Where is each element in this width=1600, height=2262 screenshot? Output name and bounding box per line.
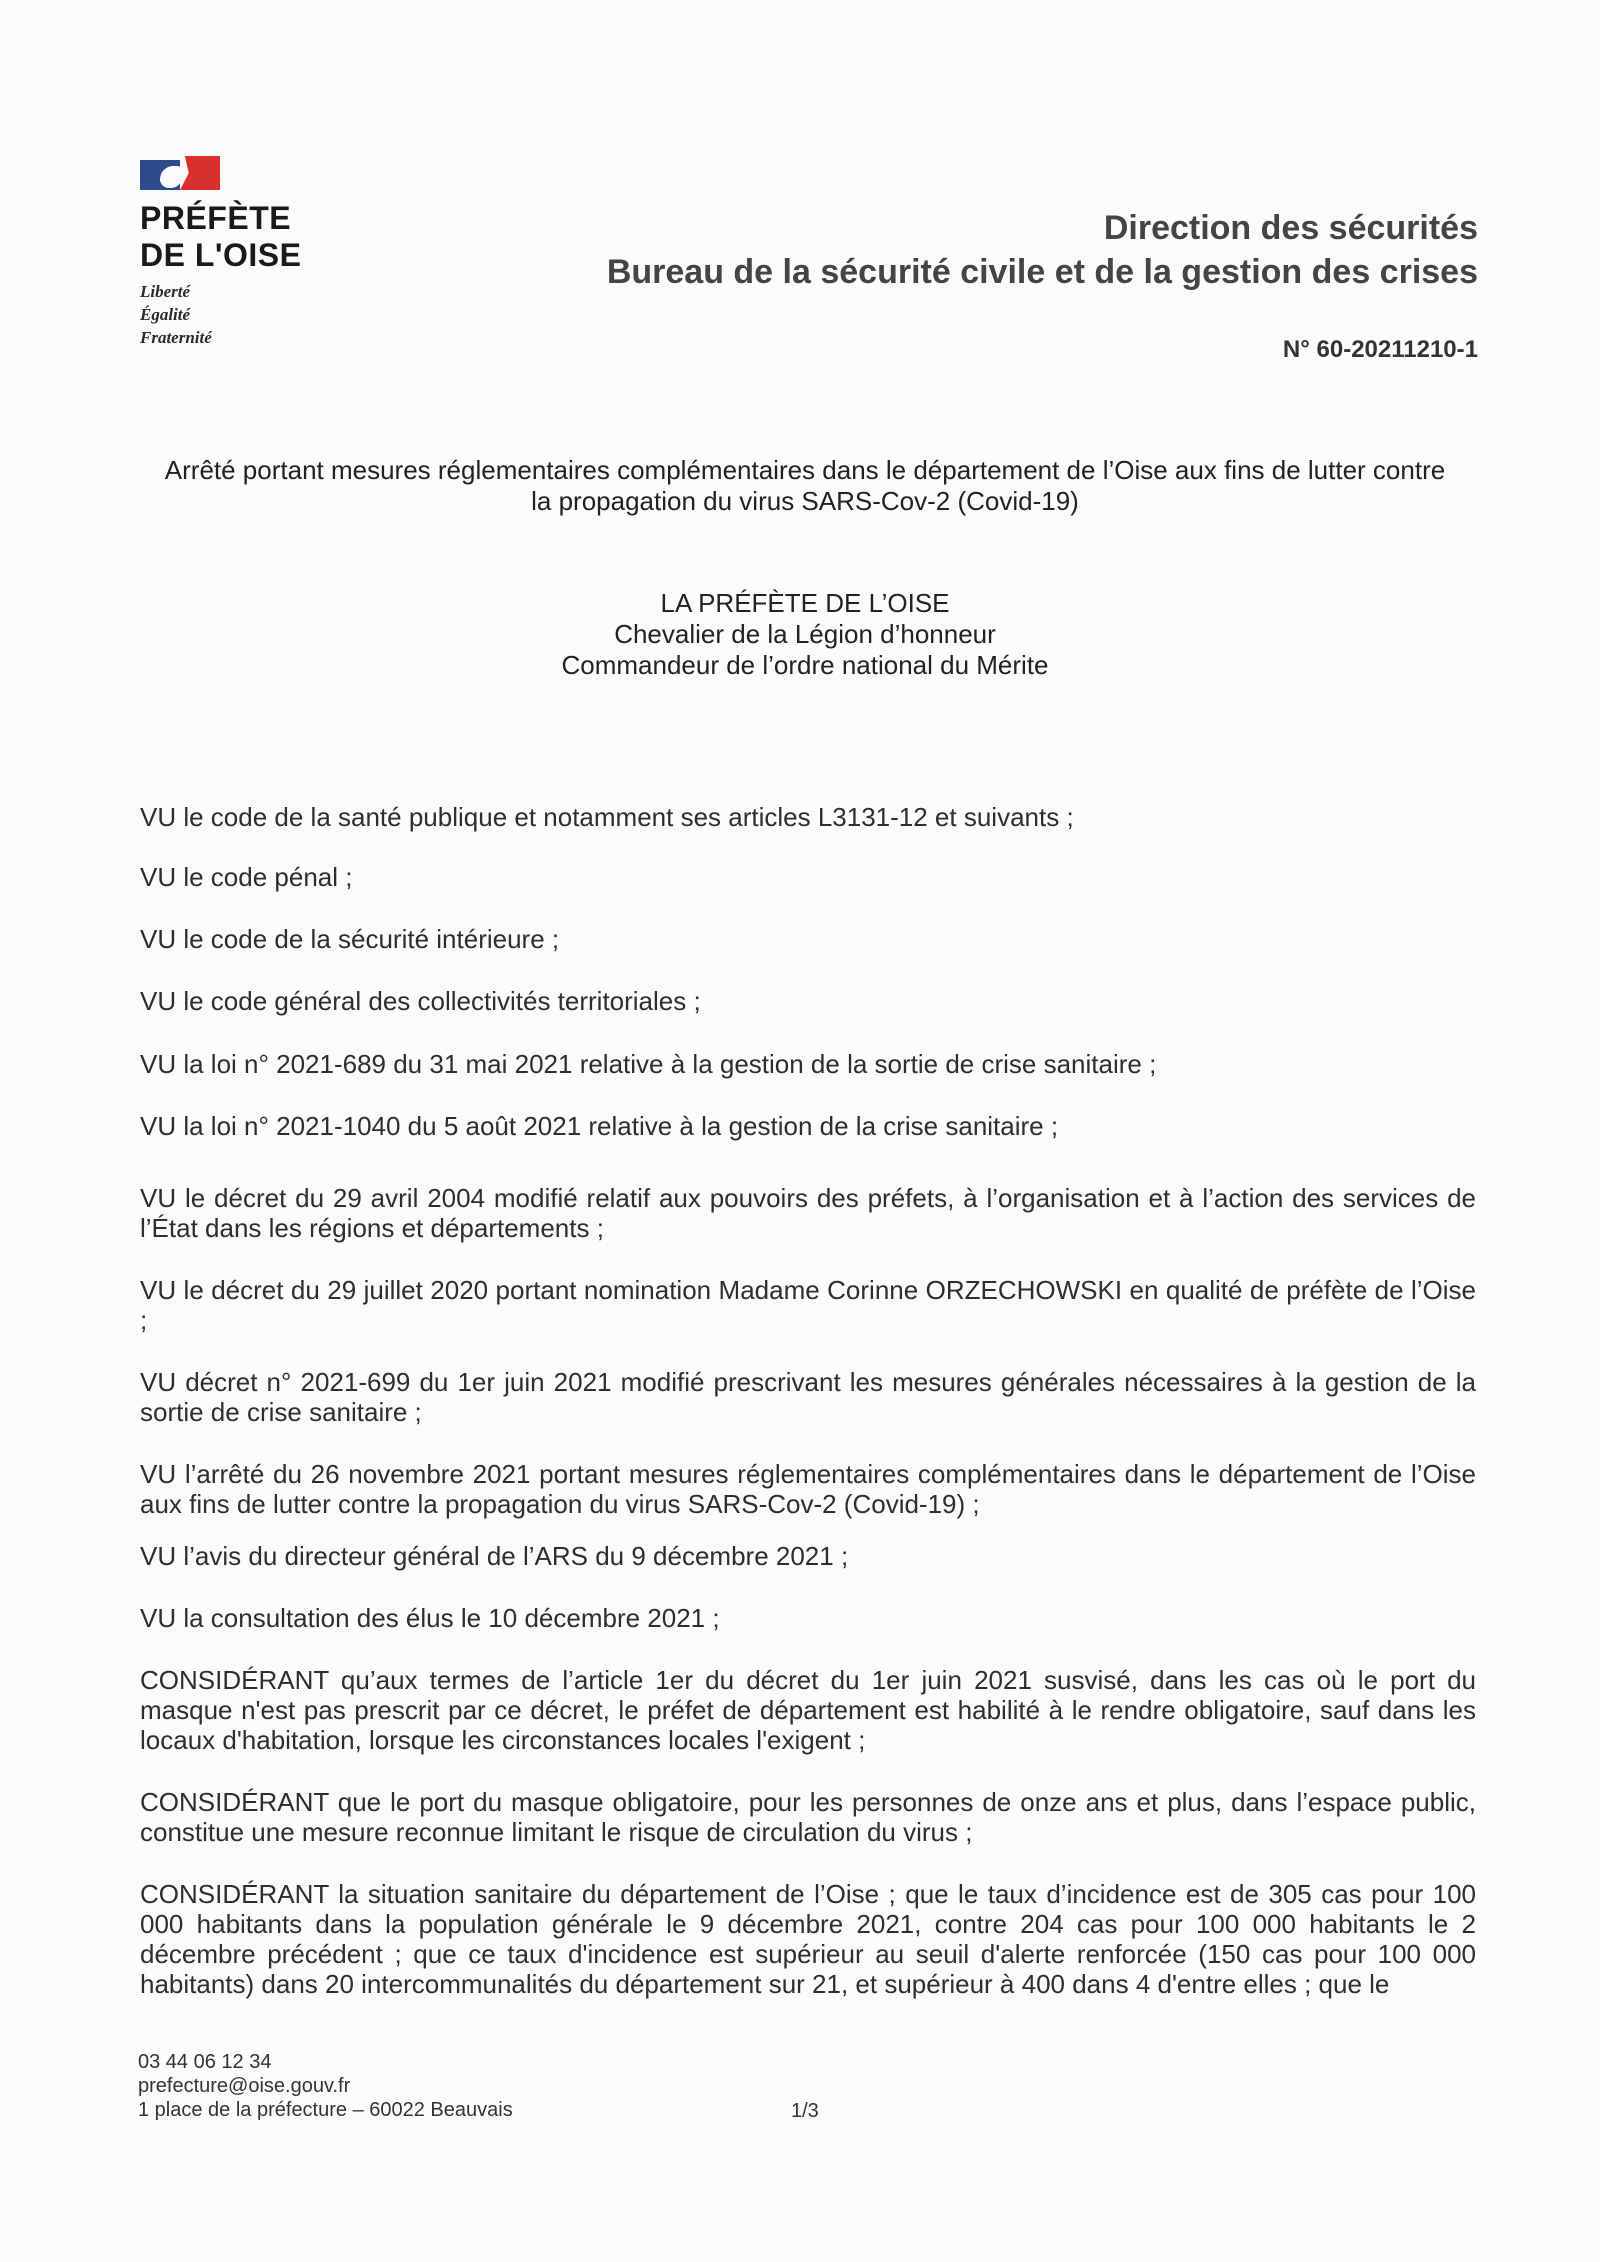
prefect-order: Commandeur de l’ordre national du Mérite xyxy=(561,650,1049,680)
prefect-honor: Chevalier de la Légion d’honneur xyxy=(614,619,996,649)
vu-paragraph: VU la loi n° 2021-1040 du 5 août 2021 relative à la gestion de la crise sanitaire ; xyxy=(140,1111,1059,1141)
department-header xyxy=(607,206,1478,294)
motto-fraternite: Fraternité xyxy=(140,328,212,347)
marianne-flag-icon xyxy=(140,156,340,190)
bureau-title: Bureau de la sécurité civile et de la gestion des crises xyxy=(606,253,1478,291)
logo-motto xyxy=(140,280,340,349)
direction-title: Direction des sécurités xyxy=(1103,209,1478,247)
logo-name-line2: DE L'OISE xyxy=(140,237,302,273)
vu-paragraph: VU le code pénal ; xyxy=(140,862,353,892)
footer-email: prefecture@oise.gouv.fr xyxy=(138,2075,351,2097)
motto-egalite: Égalité xyxy=(140,305,191,324)
footer-phone: 03 44 06 12 34 xyxy=(138,2051,272,2073)
vu-paragraph: VU la consultation des élus le 10 décembre 2021 ; xyxy=(140,1603,720,1633)
vu-paragraph: VU le code général des collectivités territoriales ; xyxy=(140,986,701,1016)
decree-body xyxy=(140,802,1476,1999)
prefect-title: LA PRÉFÈTE DE L’OISE xyxy=(660,588,950,618)
vu-paragraph: VU l’avis du directeur général de l’ARS du 9 décembre 2021 ; xyxy=(140,1541,849,1571)
vu-paragraph: VU le décret du 29 avril 2004 modifié relatif aux pouvoirs des préfets, à l’organisation et à l’action des services de l’État dans les régions et départements ; xyxy=(140,1183,1476,1243)
motto-liberte: Liberté xyxy=(140,282,191,301)
vu-paragraph: VU décret n° 2021-699 du 1er juin 2021 modifié prescrivant les mesures générales nécessaires à la gestion de la sortie de crise sanitaire ; xyxy=(140,1367,1476,1427)
decree-title xyxy=(140,455,1470,517)
vu-paragraph: VU le code de la santé publique et notamment ses articles L3131-12 et suivants ; xyxy=(140,802,1074,832)
vu-paragraph: VU la loi n° 2021-689 du 31 mai 2021 relative à la gestion de la sortie de crise sanitaire ; xyxy=(140,1049,1157,1079)
logo-name xyxy=(140,200,340,274)
decree-title-line1: Arrêté portant mesures réglementaires complémentaires dans le département de l’Oise aux fins de lutter contre xyxy=(164,455,1446,485)
footer-address: 1 place de la préfecture – 60022 Beauvais xyxy=(138,2099,513,2121)
vu-paragraph: VU le code de la sécurité intérieure ; xyxy=(140,924,560,954)
decree-reference: N° 60-20211210-1 xyxy=(1282,336,1478,363)
page-number: 1/3 xyxy=(791,2100,819,2122)
decree-title-line2: la propagation du virus SARS-Cov-2 (Covid-19) xyxy=(531,486,1079,516)
considerant-paragraph: CONSIDÉRANT la situation sanitaire du département de l’Oise ; que le taux d’incidence est de 305 cas pour 100 000 habitants dans la population générale le 9 décembre 2021, contre 204 cas pour 100 000 habitants le 2 décembre précédent ; que ce taux d'incidence est supérieur au seuil d'alerte renforcée (150 cas pour 100 000 habitants) dans 20 intercommunalités du département sur 21, et supérieur à 400 dans 4 d'entre elles ; que le xyxy=(140,1879,1476,1999)
considerant-paragraph: CONSIDÉRANT que le port du masque obligatoire, pour les personnes de onze ans et plus, dans l’espace public, constitue une mesure reconnue limitant le risque de circulation du virus ; xyxy=(140,1787,1476,1847)
prefect-block xyxy=(140,588,1470,681)
footer-contact xyxy=(138,2050,513,2122)
vu-paragraph: VU l’arrêté du 26 novembre 2021 portant mesures réglementaires complémentaires dans le département de l’Oise aux fins de lutter contre la propagation du virus SARS-Cov-2 (Covid-19) ; xyxy=(140,1459,1476,1519)
prefecture-logo xyxy=(140,156,340,349)
considerant-paragraph: CONSIDÉRANT qu’aux termes de l’article 1er du décret du 1er juin 2021 susvisé, dans les cas où le port du masque n'est pas prescrit par ce décret, le préfet de département est habilité à le rendre obligatoire, sauf dans les locaux d'habitation, lorsque les circonstances locales l'exigent ; xyxy=(140,1665,1476,1755)
logo-name-line1: PRÉFÈTE xyxy=(140,200,292,236)
vu-paragraph: VU le décret du 29 juillet 2020 portant nomination Madame Corinne ORZECHOWSKI en qualité de préfète de l’Oise ; xyxy=(140,1275,1476,1335)
